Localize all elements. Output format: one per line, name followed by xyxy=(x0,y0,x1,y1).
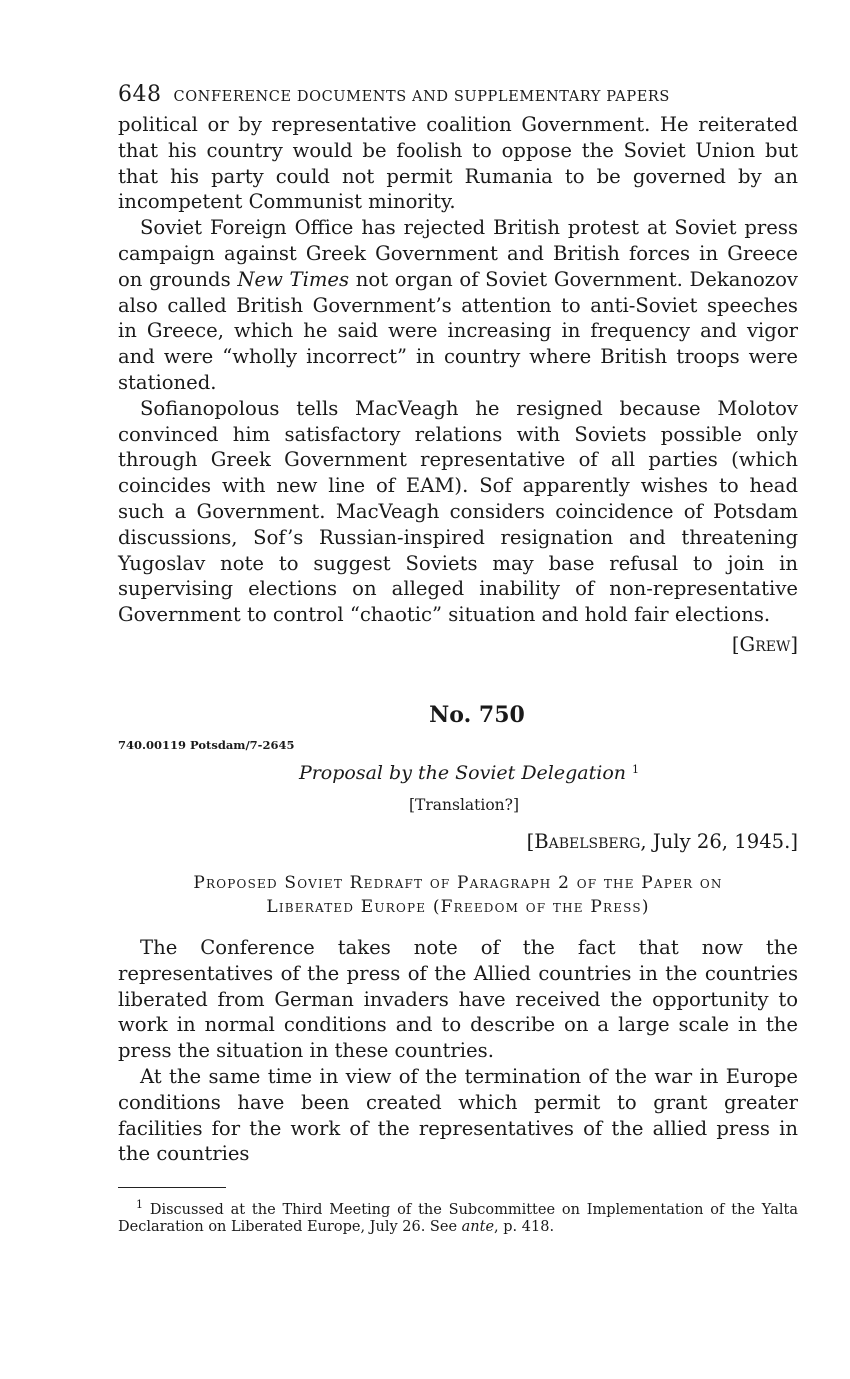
document-title xyxy=(118,762,798,784)
running-title: CONFERENCE DOCUMENTS AND SUPPLEMENTARY PAPERS xyxy=(173,89,670,105)
document-body xyxy=(118,935,798,1167)
document-number: No. 750 xyxy=(429,701,525,728)
dateline xyxy=(118,830,798,853)
dateline-place: Babelsberg xyxy=(534,829,641,853)
continued-paragraph: political or by representative coalition Government. He reiterated that his country would be foolish to oppose the Soviet Union but that his party could not permit Rumania to be governed by an incompetent Communist minority. xyxy=(118,113,798,214)
section-heading-line: Proposed Soviet Redraft of Paragraph 2 of the Paper on xyxy=(193,872,723,893)
signature: [Grew] xyxy=(731,632,798,656)
body-paragraph: Sofianopolous tells MacVeagh he resigned because Molotov convinced him satisfactory relations with Soviets possible only through Greek Government representative of all parties (which coincides with new line of EAM). Sof apparently wishes to head such a Government. MacVeagh considers coincidence of Potsdam discussions, Sof’s Russian-inspired resignation and threatening Yugoslav note to suggest Soviets may base refusal to join in supervising elections on alleged inability of non-representative Government to control “chaotic” situation and hold fair elections. xyxy=(118,396,798,627)
body-paragraph xyxy=(118,215,798,396)
running-header xyxy=(118,82,798,112)
document-title-text: Proposal by the Soviet Delegation xyxy=(298,761,626,784)
footnote-text: , p. 418. xyxy=(494,1219,555,1236)
dateline-bracket: [ xyxy=(526,829,535,853)
file-reference: 740.00119 Potsdam/7-2645 xyxy=(118,737,295,752)
section-heading xyxy=(118,871,798,919)
dateline-date: , July 26, 1945.] xyxy=(640,829,798,853)
footnote xyxy=(118,1196,798,1236)
page-number: 648 xyxy=(118,82,162,107)
body-paragraph: At the same time in view of the termination of the war in Europe conditions have been created which permit to grant greater facilities for the work of the representatives of the allied press in the countries xyxy=(118,1064,798,1166)
section-heading-line: Liberated Europe (Freedom of the Press) xyxy=(266,896,650,917)
newspaper-title: New Times xyxy=(237,267,350,291)
footnote-marker: 1 xyxy=(632,762,640,776)
paragraph-text: not organ of Soviet Government. Dekanozov also called British Government’s attention to anti-Soviet speeches in Greece, which he said were increasing in frequency and vigor and were “wholly incorrect” in country where British troops were stationed. xyxy=(118,267,798,394)
body-paragraph: The Conference takes note of the fact that now the representatives of the press of the Allied countries in the countries liberated from German invaders have received the opportunity to work in normal conditions and to describe on a large scale in the press the situation in these countries. xyxy=(118,935,798,1063)
translation-note: [Translation?] xyxy=(408,795,520,814)
footnote-italic: ante xyxy=(461,1219,495,1236)
paragraph-text: Soviet Foreign Office has rejected British protest at Soviet press campaign against Greek Government and British forces in Greece on grounds xyxy=(118,216,798,291)
footnote-divider xyxy=(118,1187,226,1188)
footnote-text: Discussed at the Third Meeting of the Subcommittee on Implementation of the Yalta Declaration on Liberated Europe, July 26. See xyxy=(118,1202,798,1236)
footnote-number: 1 xyxy=(136,1198,143,1212)
document-page xyxy=(118,82,798,1236)
